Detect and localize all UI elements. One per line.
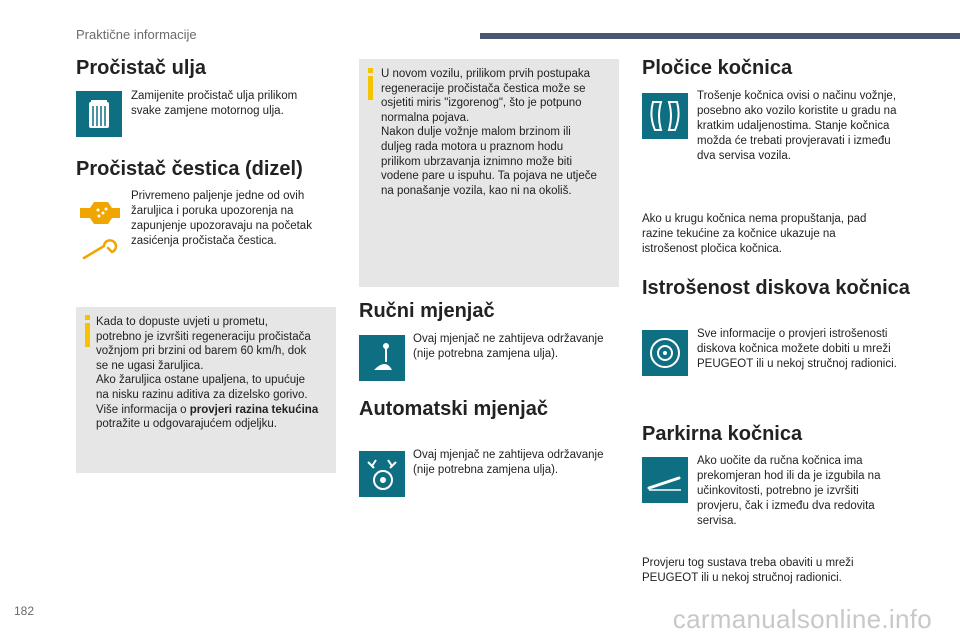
brake-pads-icon bbox=[642, 93, 688, 139]
service-wrench-icon bbox=[80, 238, 120, 262]
manual-gearbox-text: Ovaj mjenjač ne zahtijeva održavanje (nije potrebna zamjena ulja). bbox=[413, 333, 604, 360]
oil-filter-icon bbox=[76, 91, 122, 137]
automatic-gearbox-title: Automatski mjenjač bbox=[359, 398, 548, 420]
info-box-left bbox=[76, 307, 336, 473]
info-box-left-text: Kada to dopuste uvjeti u prometu, potrebno je izvršiti regeneraciju pročistača vožnjom pri brzini od barem 60 km/h, dok se ne ugasi žaruljica. Ako žaruljica ostane upaljena, to upućuje na nisku razinu aditiva za dizelsko gorivo. Više informacija o provjeri razina tekućina potražite u odgovarajućem odjeljku. bbox=[96, 316, 319, 431]
brake-pads-title: Pločice kočnica bbox=[642, 57, 793, 79]
section-header: Praktične informacije bbox=[76, 27, 197, 42]
automatic-gearbox-icon bbox=[359, 451, 405, 497]
parking-brake-icon bbox=[642, 457, 688, 503]
page-number: 182 bbox=[14, 604, 35, 618]
automatic-gearbox-text: Ovaj mjenjač ne zahtijeva održavanje (nije potrebna zamjena ulja). bbox=[413, 449, 604, 476]
info-mark-icon bbox=[368, 76, 373, 100]
brake-discs-title: Istrošenost diskova kočnica bbox=[642, 277, 910, 299]
particle-filter-warning-icon bbox=[78, 198, 122, 226]
info-mark-icon bbox=[85, 323, 90, 347]
watermark: carmanualsonline.info bbox=[672, 604, 932, 634]
info-box-middle bbox=[359, 59, 619, 287]
brake-disc-icon bbox=[642, 330, 688, 376]
brake-discs-text: Sve informacije o provjeri istrošenosti diskova kočnica možete dobiti u mreži PEUGEOT ili u nekoj stručnoj radionici. bbox=[697, 328, 897, 370]
particle-filter-text: Privremeno paljenje jedne od ovih žaruljica i poruka upozorenja na zapunjenje upozoravaju na početak zasićenja pročistača čestica. bbox=[131, 190, 312, 247]
oil-filter-text: Zamijenite pročistač ulja prilikom svake zamjene motornog ulja. bbox=[131, 90, 298, 117]
info-box-middle-text: U novom vozilu, prilikom prvih postupaka regeneracije pročistača čestica može se osjetiti miris "izgorenog", što je potpuno normalna pojava. Nakon dulje vožnje malom brzinom ili duljeg rada motora u praznom hodu prilikom ubrzavanja iznimno može biti vodene pare u ispuhu. Ta pojava ne utječe na ponašanje vozila, kao ni na okoliš. bbox=[381, 68, 597, 197]
parking-brake-text-2: Provjeru tog sustava treba obaviti u mreži PEUGEOT ili u nekoj stručnoj radionici. bbox=[642, 557, 854, 584]
brake-pads-text-2: Ako u krugu kočnica nema propuštanja, pad razine tekućine za kočnice ukazuje na istrošenost pločica kočnica. bbox=[642, 213, 867, 255]
particle-filter-title: Pročistač čestica (dizel) bbox=[76, 158, 303, 180]
parking-brake-title: Parkirna kočnica bbox=[642, 423, 803, 445]
manual-gearbox-title: Ručni mjenjač bbox=[359, 300, 495, 322]
manual-gearbox-icon bbox=[359, 335, 405, 381]
brake-pads-text: Trošenje kočnica ovisi o načinu vožnje, posebno ako vozilo koristite u gradu na kratkim udaljenostima. Stanje kočnica možda će trebati provjeravati i između dva servisa vozila. bbox=[697, 90, 897, 162]
header-bar bbox=[480, 33, 960, 39]
parking-brake-text: Ako uočite da ručna kočnica ima prekomjeran hod ili da je izgubila na učinkovitosti, potrebno je izvršiti provjeru, čak i između dva redovita servisa. bbox=[697, 455, 881, 527]
oil-filter-title: Pročistač ulja bbox=[76, 57, 207, 79]
